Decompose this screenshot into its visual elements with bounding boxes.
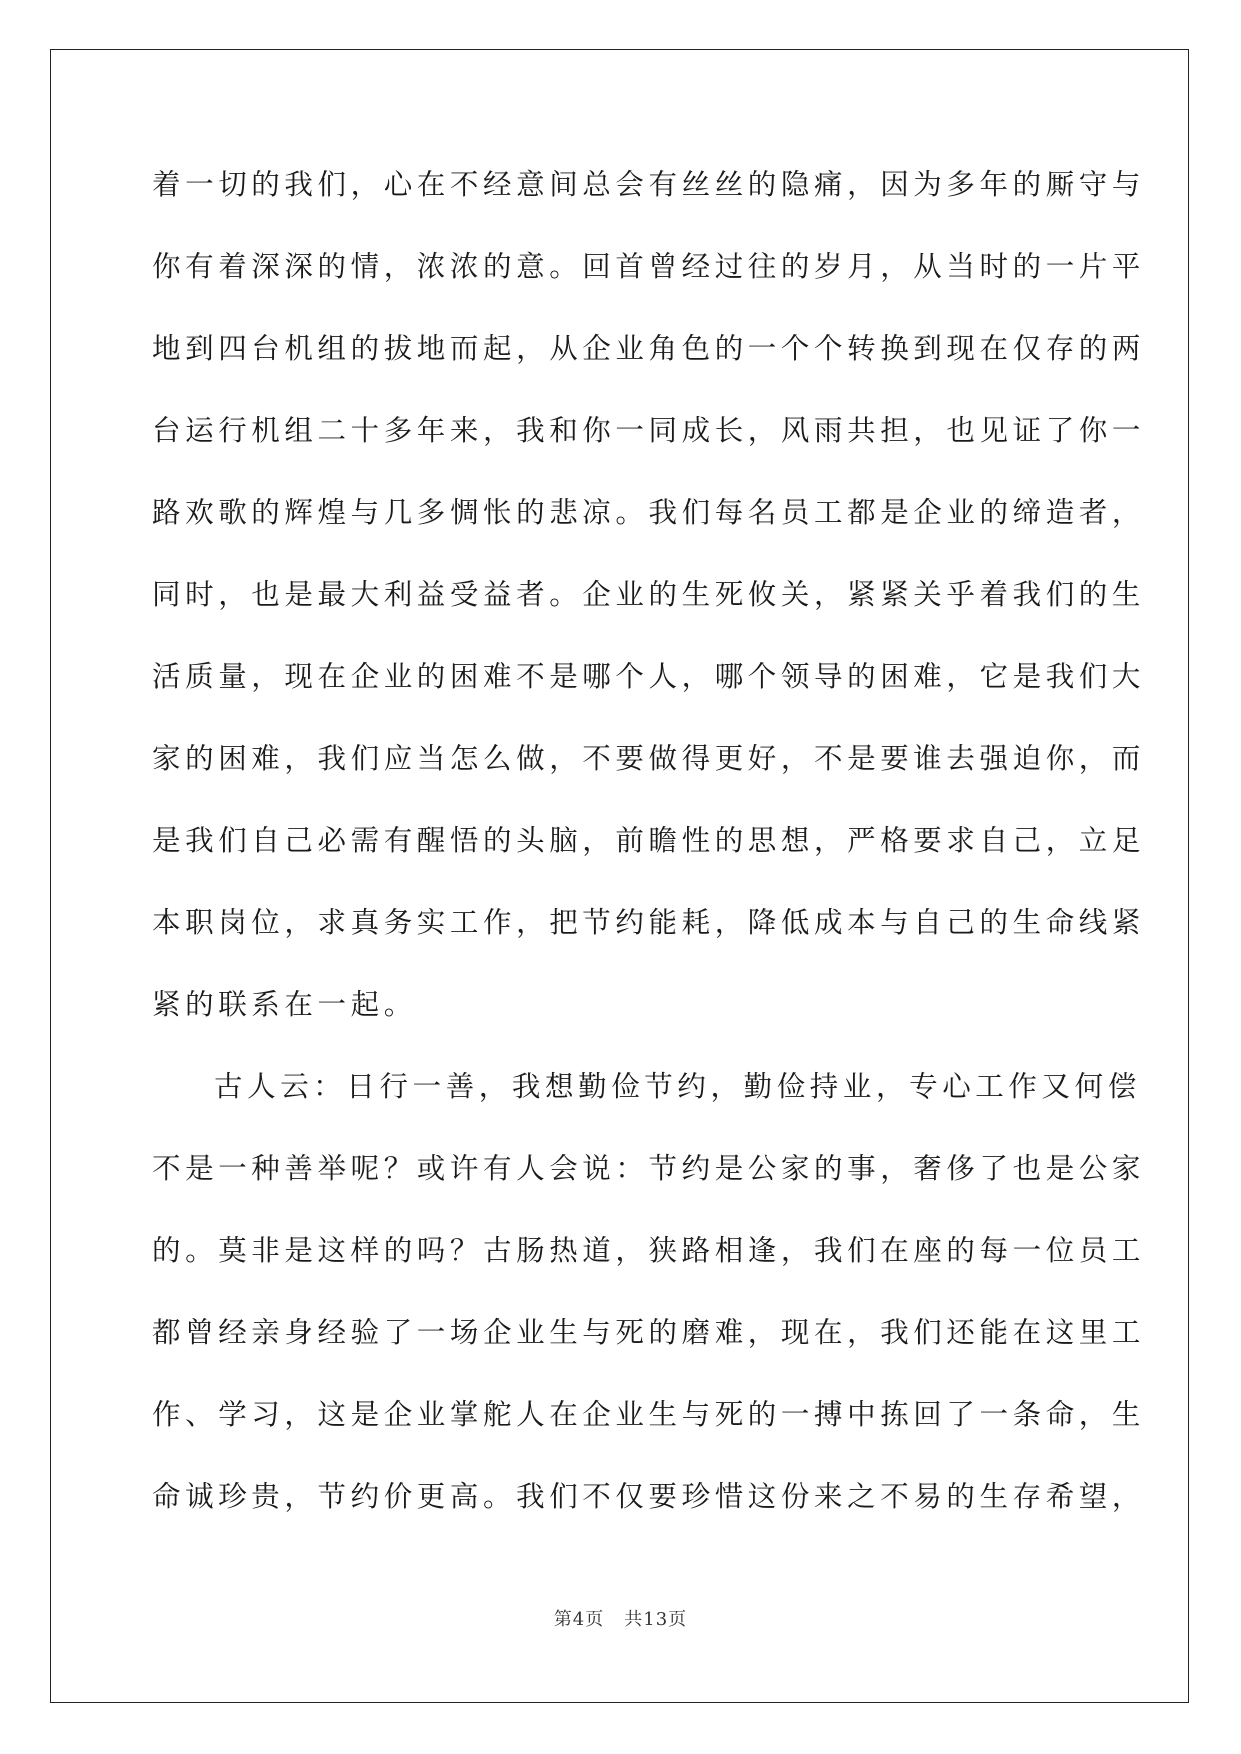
text-line: 不是一种善举呢？或许有人会说：节约是公家的事，奢侈了也是公家 (152, 1152, 1146, 1185)
text-line: 本职岗位，求真务实工作，把节约能耗，降低成本与自己的生命线紧 (152, 906, 1146, 939)
text-line: 的。莫非是这样的吗？古肠热道，狭路相逢，我们在座的每一位员工 (152, 1234, 1146, 1267)
text-line: 路欢歌的辉煌与几多惆怅的悲凉。我们每名员工都是企业的缔造者， (152, 496, 1146, 529)
text-line: 家的困难，我们应当怎么做，不要做得更好，不是要谁去强迫你，而 (152, 742, 1146, 775)
text-line: 是我们自己必需有醒悟的头脑，前瞻性的思想，严格要求自己，立足 (152, 824, 1146, 857)
text-line: 作、学习，这是企业掌舵人在企业生与死的一搏中拣回了一条命，生 (152, 1398, 1146, 1431)
paragraph-first-line: 古人云：日行一善，我想勤俭节约，勤俭持业，专心工作又何偿 (214, 1070, 1141, 1103)
text-line: 紧的联系在一起。 (152, 988, 417, 1021)
text-line: 你有着深深的情，浓浓的意。回首曾经过往的岁月，从当时的一片平 (152, 250, 1146, 283)
text-line: 台运行机组二十多年来，我和你一同成长，风雨共担，也见证了你一 (152, 414, 1146, 447)
text-line: 地到四台机组的拔地而起，从企业角色的一个个转换到现在仅存的两 (152, 332, 1146, 365)
text-line: 着一切的我们，心在不经意间总会有丝丝的隐痛，因为多年的厮守与 (152, 168, 1146, 201)
text-line: 同时，也是最大利益受益者。企业的生死攸关，紧紧关乎着我们的生 (152, 578, 1146, 611)
text-line: 命诚珍贵，节约价更高。我们不仅要珍惜这份来之不易的生存希望， (152, 1480, 1146, 1513)
page-total: 共13页 (624, 1609, 688, 1630)
document-body (152, 157, 1146, 1551)
text-line: 都曾经亲身经验了一场企业生与死的磨难，现在，我们还能在这里工 (152, 1316, 1146, 1349)
page-number: 第4页 (553, 1609, 605, 1630)
text-line: 活质量，现在企业的困难不是哪个人，哪个领导的困难，它是我们大 (152, 660, 1146, 693)
page-footer (0, 1605, 1241, 1631)
